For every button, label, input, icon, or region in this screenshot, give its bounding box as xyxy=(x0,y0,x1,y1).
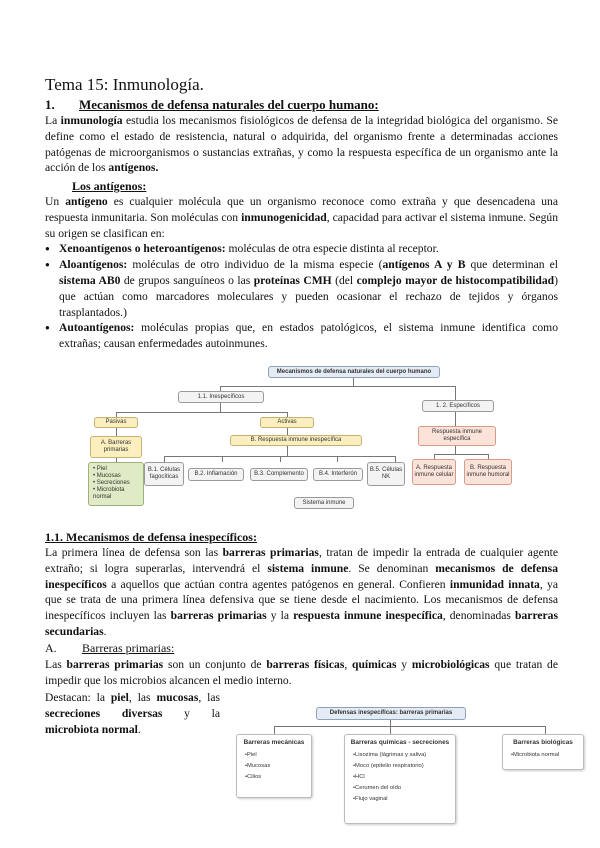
list-item: ● Xenoantígenos o heteroantígenos: moléculas de otra especie distinta al receptor. xyxy=(45,241,558,257)
list-item: • Mucosas xyxy=(93,473,121,479)
antigenos-heading: Los antígenos: xyxy=(72,179,147,193)
respuesta-inespecifica-box: B. Respuesta inmune inespecífica xyxy=(230,435,362,446)
antigenos-paragraph: Un antígeno es cualquier molécula que un organismo reconoce como extraña y que desencadena una respuesta inmunitaria. Son moléculas con inmunogenicidad, capacidad para activar el sistema inmune. Según su origen se clasifican en: ● Xenoantígenos o heteroantígenos: moléculas de otra especie distinta al receptor. ● Aloantígenos: moléculas de otro individuo de la misma especie (antígenos A y B que determinan el sistema AB0 de grupos sanguíneos o las proteínas CMH (del complejo mayor de histocompatibilidad) que actúan como marcadores moleculares y pueden ocasionar el rechazo de tejidos y órganos trasplantados.) ● Autoantígenos: moléculas propias que, en estados patológicos, el sistema inmune identifica como extrañas; causan enfermedades autoinmunes. xyxy=(45,194,558,352)
section-a-paragraph: Las barreras primarias son un conjunto de barreras físicas, químicas y microbiológicas que tratan de impedir que los microbios alcancen el medio interno. xyxy=(45,658,558,687)
card-title: Barreras mecánicas xyxy=(243,739,305,746)
list-item: • Flujo vaginal xyxy=(353,794,455,805)
section-label: Mecanismos de defensa naturales del cuerpo humano: xyxy=(79,97,379,112)
activas-box: Activas xyxy=(260,417,314,428)
card-title: Barreras químicas - secreciones xyxy=(350,739,450,746)
section-1-1-paragraph: La primera línea de defensa son las barreras primarias, tratan de impedir la entrada de cualquier agente extraño; si logra superarlas, intervendrá el sistema inmune. Se denominan mecanismos de defensa inespecíficos a aquellos que actúan contra agentes patógenos en general. Confieren inmunidad innata, ya que se trata de una primera línea defensiva que se tiene desde el nacimiento. Los mecanismos de defensa inespecíficos incluyen las barreras primarias y la respuesta inmune inespecífica, denominadas barreras secundarias. xyxy=(45,546,558,638)
respuesta-especifica-box: Respuesta inmune específica xyxy=(418,426,496,446)
page-title: Tema 15: Inmunología. xyxy=(45,75,204,94)
list-item: • Mucosas xyxy=(245,761,311,772)
section-a-heading: A. Barreras primarias: xyxy=(45,641,175,655)
list-item: ● Autoantígenos: moléculas propias que, en estados patológicos, el sistema inmune identifica como extrañas; causan enfermedades autoinmunes. xyxy=(45,320,558,352)
list-item: • Piel xyxy=(93,466,107,472)
antigen-list xyxy=(45,241,558,352)
list-item: • Microbiota normal xyxy=(511,750,583,761)
especificos-box: 1. 2. Específicos xyxy=(422,400,494,412)
list-item: • HCl xyxy=(353,772,455,783)
section-1-1-heading: 1.1. Mecanismos de defensa inespecíficos: xyxy=(45,530,257,544)
barreras-quimicas-card xyxy=(344,734,456,824)
b5-box: B.5. Células NK xyxy=(367,462,405,486)
b2-box: B.2. Inflamación xyxy=(188,468,244,481)
barreras-mecanicas-card xyxy=(236,734,312,798)
list-item: • Lisozima (lágrimas y saliva) xyxy=(353,750,455,761)
b1-box: B.1. Células fagocíticas xyxy=(144,462,184,486)
list-item: • Microbiota normal xyxy=(93,487,125,500)
diagram-root: Mecanismos de defensa naturales del cuerpo humano xyxy=(268,366,440,378)
barreras-list-box xyxy=(88,462,144,506)
b4-box: B.4. Interferón xyxy=(313,468,363,481)
respuesta-humoral-box: B. Respuesta inmune humoral xyxy=(464,459,512,485)
barreras-primarias-box: A. Barreras primarias xyxy=(90,436,142,458)
list-item: • Cilios xyxy=(245,772,311,783)
list-item: • Cerumen del oído xyxy=(353,783,455,794)
card-title: Barreras biológicas xyxy=(513,739,573,746)
pasivas-box: Pasivas xyxy=(94,417,138,428)
list-item: • Secreciones xyxy=(93,480,130,486)
destacan-paragraph: Destacan: la piel, las mucosas, las secreciones diversas y la microbiota normal. xyxy=(45,691,221,736)
sistema-inmune-box: Sistema inmune xyxy=(294,497,354,509)
diagram2-title: Defensas inespecíficas: barreras primarias xyxy=(316,707,466,720)
section-1-heading xyxy=(45,97,379,113)
intro-paragraph: La inmunología estudia los mecanismos fisiológicos de defensa de la integridad biológica del organismo. Se define como el estado de resistencia, natural o adquirida, del organismo frente a determinadas acciones patógenas de microorganismos o sustancias extrañas, y como la respuesta específica de un organismo ante la acción de los antígenos. xyxy=(45,114,558,175)
list-item: • Moco (epitelio respiratorio) xyxy=(353,761,455,772)
respuesta-celular-box: A. Respuesta inmune celular xyxy=(412,459,456,485)
inespecificos-box: 1.1. Inespecíficos xyxy=(178,391,264,403)
list-item: ● Aloantígenos: moléculas de otro individuo de la misma especie (antígenos A y B que determinan el sistema AB0 de grupos sanguíneos o las proteínas CMH (del complejo mayor de histocompatibilidad) que actúan como marcadores moleculares y pueden ocasionar el rechazo de tejidos y órganos trasplantados.) xyxy=(45,257,558,320)
barreras-biologicas-card xyxy=(502,734,584,770)
defense-mechanisms-diagram xyxy=(80,362,540,512)
b3-box: B.3. Complemento xyxy=(250,468,308,481)
list-item: • Piel xyxy=(245,750,311,761)
section-number: 1. xyxy=(45,97,55,112)
primary-barriers-diagram xyxy=(230,700,590,830)
